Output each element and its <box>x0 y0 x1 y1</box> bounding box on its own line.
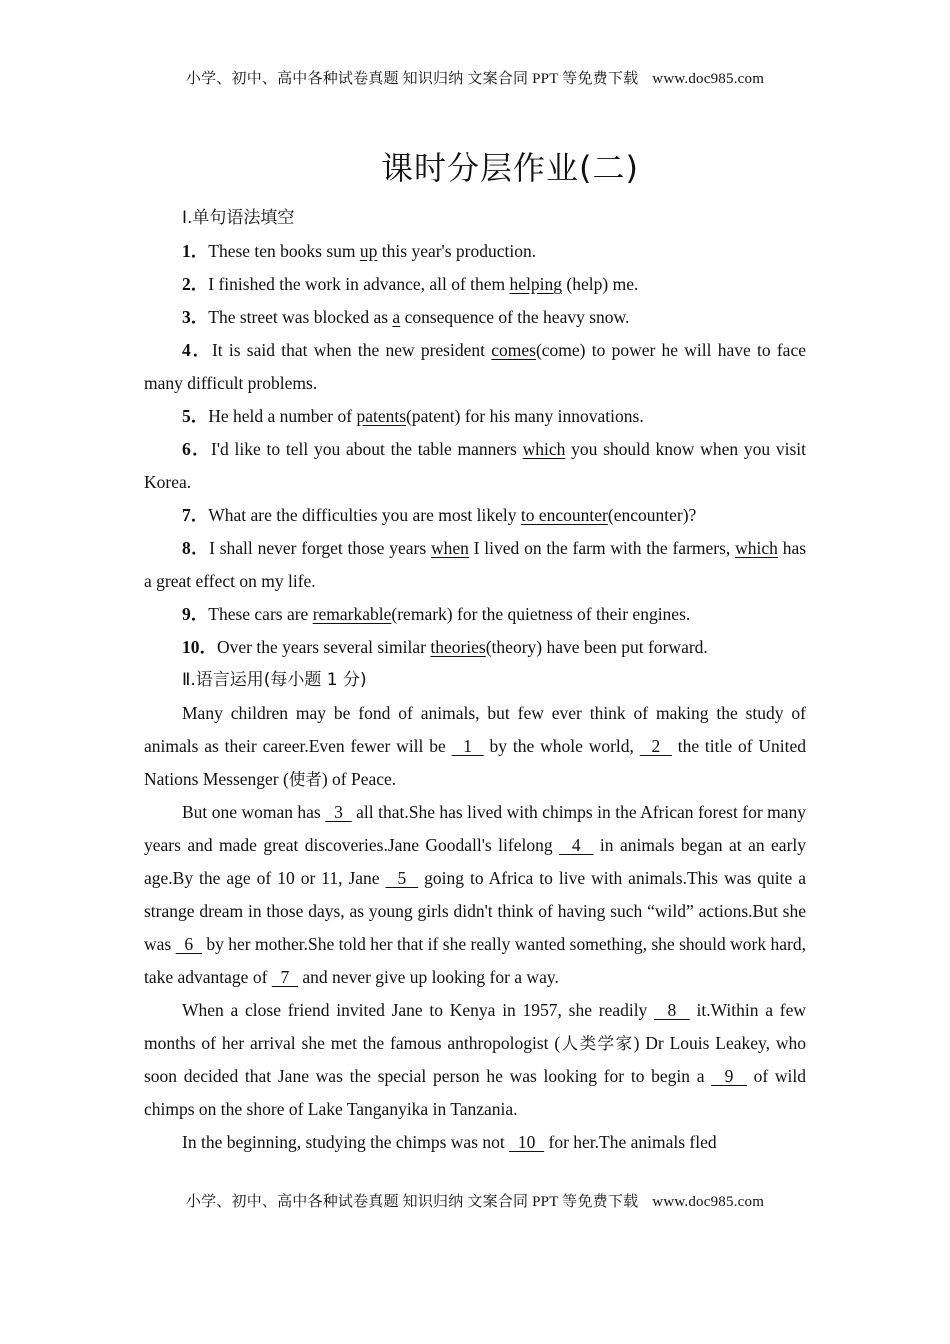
blank-9[interactable]: 9 <box>711 1066 747 1086</box>
question-3: 3．The street was blocked as a consequence of the heavy snow. <box>182 307 630 327</box>
footer-url[interactable]: www.doc985.com <box>652 1194 765 1210</box>
blank-1[interactable]: 1 <box>451 736 484 756</box>
blank-3[interactable]: 3 <box>325 802 352 822</box>
passage-paragraph-1: Many children may be fond of animals, but few ever think of making the study of animals as their career.Even fewer will be 1 by the whole world, 2 the title of United Nations Messenger (使者) of Peace. <box>144 703 807 789</box>
answer: a <box>392 307 401 327</box>
answer: patents <box>356 406 407 426</box>
passage-paragraph-3: When a close friend invited Jane to Kenya in 1957, she readily 8 it.Within a few months of her arrival she met the famous anthropologist (人类学家) Dr Louis Leakey, who soon decided that Jane was the special person he was looking for to begin a 9 of wild chimps on the shore of Lake Tanganyika in Tanzania. <box>144 1000 807 1119</box>
section-1-heading: Ⅰ.单句语法填空 <box>182 208 295 228</box>
blank-4[interactable]: 4 <box>559 835 594 855</box>
blank-6[interactable]: 6 <box>175 934 202 954</box>
blank-5[interactable]: 5 <box>385 868 419 888</box>
page-footer <box>0 1190 950 1211</box>
blank-2[interactable]: 2 <box>639 736 672 756</box>
answer: to encounter <box>520 505 608 525</box>
question-10: 10．Over the years several similar theories(theory) have been put forward. <box>182 637 708 657</box>
passage-paragraph-2: But one woman has 3 all that.She has lived with chimps in the African forest for many years and made great discoveries.Jane Goodall's lifelong 4 in animals began at an early age.By the age of 10 or 11, Jane 5 going to Africa to live with animals.This was quite a strange dream in those days, as young girls didn't think of having such “wild” actions.But she was 6 by her mother.She told her that if she really wanted something, she should work hard, take advantage of 7 and never give up looking for a way. <box>144 802 807 987</box>
answer: up <box>359 241 378 261</box>
blank-10[interactable]: 10 <box>509 1132 545 1152</box>
answer: comes <box>491 340 536 360</box>
answer: which <box>735 538 778 558</box>
answer: theories <box>430 637 486 657</box>
question-8: 8．I shall never forget those years when I lived on the farm with the farmers, which has a great effect on my life. <box>144 538 807 591</box>
blank-7[interactable]: 7 <box>271 967 299 987</box>
header-url[interactable]: www.doc985.com <box>652 71 765 87</box>
answer: which <box>522 439 566 459</box>
answer: helping <box>509 274 563 294</box>
footer-text: 小学、初中、高中各种试卷真题 知识归纳 文案合同 PPT 等免费下载 <box>185 1194 639 1210</box>
question-6: 6．I'd like to tell you about the table manners which you should know when you visit Korea. <box>144 439 806 492</box>
blank-8[interactable]: 8 <box>654 1000 690 1020</box>
question-9: 9．These cars are remarkable(remark) for the quietness of their engines. <box>182 604 691 624</box>
question-5: 5．He held a number of patents(patent) for his many innovations. <box>182 406 644 426</box>
question-2: 2．I finished the work in advance, all of them helping (help) me. <box>182 274 639 294</box>
answer: remarkable <box>312 604 392 624</box>
question-4: 4．It is said that when the new president comes(come) to power he will have to face many difficult problems. <box>144 340 806 393</box>
page-header <box>0 67 950 88</box>
passage-paragraph-4: In the beginning, studying the chimps was not 10 for her.The animals fled <box>182 1132 717 1152</box>
question-1: 1．These ten books sum up this year's production. <box>182 241 537 261</box>
answer: when <box>430 538 469 558</box>
question-7: 7．What are the difficulties you are most likely to encounter(encounter)? <box>182 505 697 525</box>
header-text: 小学、初中、高中各种试卷真题 知识归纳 文案合同 PPT 等免费下载 <box>185 71 639 87</box>
document-body <box>144 202 806 1159</box>
section-2-heading: Ⅱ.语言运用(每小题 1 分) <box>182 670 367 690</box>
page-title: 课时分层作业(二) <box>381 149 639 187</box>
